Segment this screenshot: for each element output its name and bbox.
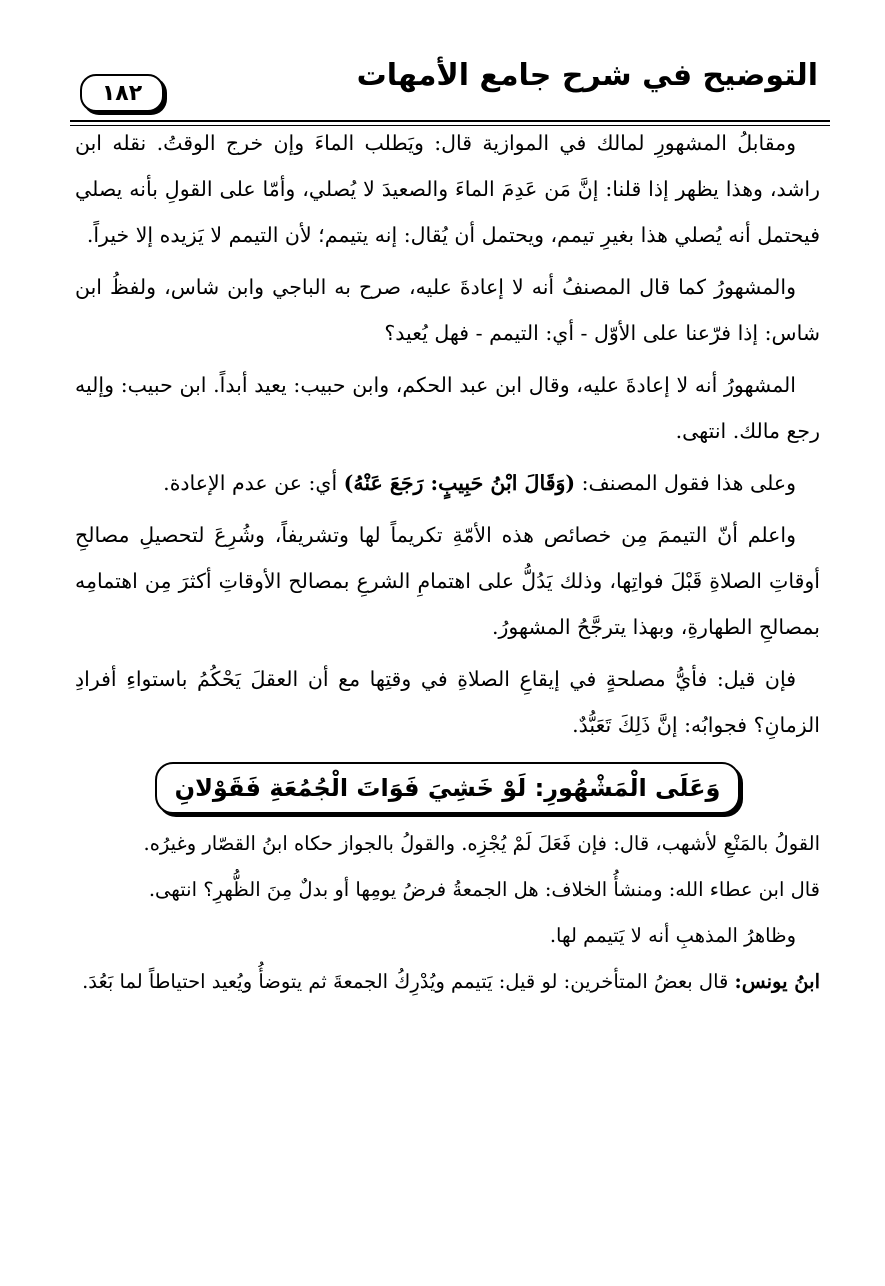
book-title: التوضيح في شرح جامع الأمهات xyxy=(356,58,818,93)
page-header xyxy=(70,52,830,122)
matn-quote: (وَقَالَ ابْنُ حَبِيبٍ: رَجَعَ عَنْهُ) xyxy=(343,471,576,495)
matn-heading: وَعَلَى الْمَشْهُورِ: لَوْ خَشِيَ فَوَاتَ الْجُمُعَةِ فَقَوْلانِ xyxy=(155,762,741,814)
paragraph: فإن قيل: فأيُّ مصلحةٍ في إيقاعِ الصلاةِ في وقتِها مع أن العقلَ يَحْكُمُ باستواءِ أفرادِ الزمانِ؟ فجوابُه: إنَّ ذَلِكَ تَعَبُّدٌ. xyxy=(75,667,820,737)
paragraph: والمشهورُ كما قال المصنفُ أنه لا إعادةَ عليه، صرح به الباجي وابن شاس، ولفظُ ابن شاس: إذا فرّعنا على الأوّل - أي: التيمم - فهل يُعيد؟ xyxy=(75,275,820,345)
paragraph xyxy=(75,460,820,506)
matn-heading-wrap xyxy=(75,762,820,814)
paragraph: قال ابن عطاء الله: ومنشأُ الخلاف: هل الجمعةُ فرضُ يومِها أو بدلٌ مِنَ الظُّهرِ؟ انتهى. xyxy=(148,878,820,901)
paragraph-text: وعلى هذا فقول المصنف: xyxy=(575,471,796,495)
paragraph-text: قال بعضُ المتأخرين: لو قيل: يَتيمم ويُدْرِكُ الجمعةَ ثم يتوضأُ ويُعيد احتياطاً لما بَعُدَ. xyxy=(82,970,735,993)
paragraph: وظاهرُ المذهبِ أنه لا يَتيمم لها. xyxy=(549,924,796,947)
paragraph-text: أي: عن عدم الإعادة. xyxy=(163,471,344,495)
paragraph: ومقابلُ المشهورِ لمالك في الموازية قال: ويَطلب الماءَ وإن خرج الوقتُ. نقله ابن راشد، وهذا يظهر إذا قلنا: إنَّ مَن عَدِمَ الماءَ والصعيدَ لا يُصلي، وأمّا على القولِ بأنه يصلي فيحتمل أنه يُصلي هذا بغيرِ تيمم، ويحتمل أن يُقال: إنه يتيمم؛ لأن التيمم لا يَزيده إلا خيراً. xyxy=(75,131,820,247)
paragraph: واعلم أنّ التيممَ مِن خصائص هذه الأمّةِ تكريماً لها وتشريفاً، وشُرِعَ لتحصيلِ مصالحِ أوقاتِ الصلاةِ قَبْلَ فواتِها، وذلك يَدُلُّ على اهتمامِ الشرعِ بمصالح الأوقاتِ أكثرَ مِن اهتمامِه بمصالحِ الطهارةِ، وبهذا يترجَّحُ المشهورُ. xyxy=(75,523,820,639)
cited-author: ابنُ يونس: xyxy=(734,970,820,993)
paragraph: القولُ بالمَنْعِ لأشهب، قال: فإن فَعَلَ لَمْ يُجْزِه. والقولُ بالجواز حكاه ابنُ القصّار وغيرُه. xyxy=(143,832,820,855)
page-number: ١٨٢ xyxy=(80,74,164,112)
paragraph xyxy=(75,962,820,1002)
main-text xyxy=(75,120,820,1008)
paragraph: المشهورُ أنه لا إعادةَ عليه، وقال ابن عبد الحكم، وابن حبيب: يعيد أبداً. ابن حبيب: وإليه رجع مالك. انتهى. xyxy=(75,373,820,443)
